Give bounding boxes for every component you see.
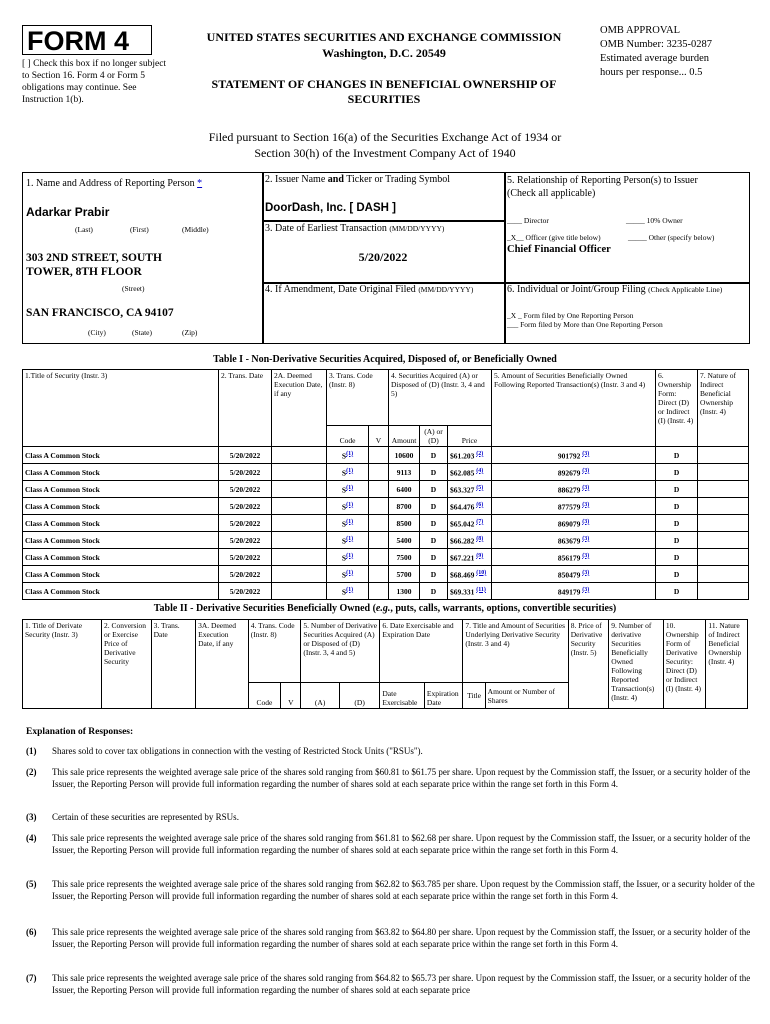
burden-line-2: hours per response... 0.5 [600,67,703,78]
row-date: 5/20/2022 [219,549,272,566]
t2-sub-date-exercisable: Date Exercisable [380,683,425,709]
row-amount: 6400 [389,481,420,498]
t2-h-date: 3. Trans. Date [151,620,196,709]
row-price: $62.085 $^{(4)}$ [448,464,492,481]
row-owned: 886279 $^{(3)}$ [492,481,656,498]
table-2 [22,619,748,709]
row-title: Class A Common Stock [23,498,219,515]
row-code: $S^{(1)}$ [327,464,369,481]
row-code: $S^{(1)}$ [327,532,369,549]
earliest-transaction-date: 5/20/2022 [358,250,408,264]
row-deemed [272,498,327,515]
row-price: $65.042 $^{(7)}$ [448,515,492,532]
footnote-link[interactable]: (6) [476,501,484,508]
director-checkbox[interactable]: ____ Director [507,216,549,225]
row-form: D [656,583,698,600]
row-deemed [272,515,327,532]
ten-pct-owner-checkbox[interactable]: _____ 10% Owner [626,216,683,225]
row-deemed [272,566,327,583]
row-code: $S^{(1)}$ [327,515,369,532]
row-deemed [272,583,327,600]
row-date: 5/20/2022 [219,583,272,600]
row-title: Class A Common Stock [23,532,219,549]
row-date: 5/20/2022 [219,498,272,515]
box-5-label: 5. Relationship of Reporting Person(s) to Issuer (Check all applicable) [507,175,698,199]
t1-h-securities: 4. Securities Acquired (A) or Disposed of (D) (Instr. 3, 4 and 5) [389,370,492,426]
explanation-text: This sale price represents the weighted average sale price of the shares sold ranging from $63.82 to $64.80 per share. Upon request by the Commission staff, the Issuer, or a security holder of the Issuer, the Reporting Person will provide full information regarding the number of shares sold at each separate price within the range set forth in this Form 4. [52,927,751,949]
footnote-link[interactable]: (1) [346,586,354,593]
row-owned: 850479 $^{(3)}$ [492,566,656,583]
statement-title: STATEMENT OF CHANGES IN BENEFICIAL OWNERSHIP OF SECURITIES [211,77,557,106]
t1-h-nature: 7. Nature of Indirect Beneficial Ownership (Instr. 4) [698,370,749,447]
row-title: Class A Common Stock [23,549,219,566]
row-code: $S^{(1)}$ [327,549,369,566]
row-date: 5/20/2022 [219,532,272,549]
row-price: $67.221 $^{(9)}$ [448,549,492,566]
row-form: D [656,515,698,532]
explanation-text: This sale price represents the weighted average sale price of the shares sold ranging from $61.81 to $62.68 per share. Upon request by the Commission staff, the Issuer, or a security holder of the Issuer, the Reporting Person will provide full information regarding the number of shares sold at each separate price within the range set forth in this Form 4. [52,833,751,855]
footnote-link[interactable]: (7) [476,518,484,525]
footnote-link[interactable]: (3) [582,450,590,457]
row-aord: D [420,549,448,566]
row-code: $S^{(1)}$ [327,498,369,515]
row-aord: D [420,532,448,549]
row-aord: D [420,498,448,515]
row-amount: 10600 [389,447,420,464]
row-amount: 7500 [389,549,420,566]
t2-sub-d: (D) [339,683,380,709]
filing-one-person[interactable]: _X _ Form filed by One Reporting Person [507,311,634,320]
row-nature [698,515,749,532]
row-v [369,481,389,498]
footnote-link[interactable]: (8) [476,535,484,542]
street-address: 303 2ND STREET, SOUTH TOWER, 8TH FLOOR [26,252,162,278]
row-aord: D [420,515,448,532]
row-title: Class A Common Stock [23,464,219,481]
row-owned: 849179 $^{(3)}$ [492,583,656,600]
footnote-link[interactable]: (3) [582,518,590,525]
row-code: $S^{(1)}$ [327,447,369,464]
t2-sub-a: (A) [301,683,339,709]
city-label: (City) [88,328,106,337]
row-v [369,515,389,532]
street-label: (Street) [122,284,145,293]
footnote-link[interactable]: (3) [582,467,590,474]
row-amount: 8500 [389,515,420,532]
row-form: D [656,498,698,515]
box-2-label: 2. Issuer Name and Ticker or Trading Symbol [265,174,451,185]
row-owned: 869079 $^{(3)}$ [492,515,656,532]
row-v [369,464,389,481]
box-3-label: 3. Date of Earliest Transaction (MM/DD/YYYY) [265,223,445,234]
footnote-link[interactable]: (1) [346,535,354,542]
explanation-number: (4) [26,833,37,843]
footnote-link[interactable]: (1) [346,484,354,491]
row-amount: 8700 [389,498,420,515]
t2-h-owned: 9. Number of derivative Securities Beneficially Owned Following Reported Transaction(s) (Instr. 4) [609,620,664,709]
reporting-person-name: Adarkar Prabir [26,205,110,219]
t1-sub-aord: (A) or (D) [420,426,448,447]
row-v [369,532,389,549]
t2-h-underlying: 7. Title and Amount of Securities Underlying Derivative Security (Instr. 3 and 4) [463,620,568,683]
row-nature [698,566,749,583]
row-date: 5/20/2022 [219,447,272,464]
middle-label: (Middle) [182,225,209,234]
footnote-link[interactable]: (4) [476,467,484,474]
footnote-link[interactable]: (5) [476,484,484,491]
row-deemed [272,532,327,549]
t1-h-form: 6. Ownership Form: Direct (D) or Indirect (I) (Instr. 4) [656,370,698,447]
form-title: FORM 4 [22,25,152,55]
t1-h-date: 2. Trans. Date [219,370,272,447]
row-deemed [272,481,327,498]
row-owned: 901792 $^{(3)}$ [492,447,656,464]
explanation-text: This sale price represents the weighted average sale price of the shares sold ranging from $62.82 to $63.785 per share. Upon request by the Commission staff, the Issuer, or a security holder of the Issuer, the Reporting Person will provide full information regarding the number of shares sold at each separate price within the range set forth in this Form 4. [52,879,755,901]
t1-h-deemed: 2A. Deemed Execution Date, if any [272,370,327,447]
row-owned: 892679 $^{(3)}$ [492,464,656,481]
explanation-text: Certain of these securities are represented by RSUs. [52,812,239,822]
row-title: Class A Common Stock [23,583,219,600]
table-row [23,549,749,566]
explanation-text: This sale price represents the weighted average sale price of the shares sold ranging from $60.81 to $61.75 per share. Upon request by the Commission staff, the Issuer, or a security holder of the Issuer, the Reporting Person will provide full information regarding the number of shares sold at each separate price within the range set forth in this Form 4. [52,767,751,789]
table-row [23,464,749,481]
row-code: $S^{(1)}$ [327,566,369,583]
footnote-link[interactable]: (1) [346,552,354,559]
table-row [23,447,749,464]
omb-box [600,24,760,80]
row-aord: D [420,566,448,583]
explanation-heading: Explanation of Responses: [26,727,134,737]
state-label: (State) [132,328,152,337]
checkbox-note: [ ] Check this box if no longer subject to Section 16. Form 4 or Form 5 obligations may continue. See Instruction 1(b). [22,59,167,105]
row-deemed [272,464,327,481]
t2-sub-v: V [281,683,301,709]
footnote-link[interactable]: (3) [582,535,590,542]
row-form: D [656,566,698,583]
row-title: Class A Common Stock [23,515,219,532]
t2-h-code: 4. Trans. Code (Instr. 8) [248,620,301,683]
city-state-zip: SAN FRANCISCO, CA 94107 [26,307,174,319]
t2-h-number: 5. Number of Derivative Securities Acquired (A) or Disposed of (D) (Instr. 3, 4 and 5) [301,620,380,683]
row-price: $66.282 $^{(8)}$ [448,532,492,549]
row-aord: D [420,464,448,481]
row-form: D [656,481,698,498]
explanation-number: (5) [26,879,37,889]
row-amount: 9113 [389,464,420,481]
explanation-number: (3) [26,812,37,822]
t2-h-title: 1. Title of Derivate Security (Instr. 3) [23,620,102,709]
issuer-name: DoorDash, Inc. [ DASH ] [265,202,396,214]
row-price: $68.469 $^{(10)}$ [448,566,492,583]
row-v [369,498,389,515]
row-date: 5/20/2022 [219,566,272,583]
explanation-number: (7) [26,973,37,983]
row-owned: 856179 $^{(3)}$ [492,549,656,566]
table-row [23,566,749,583]
row-code: $S^{(1)}$ [327,481,369,498]
row-owned: 863679 $^{(3)}$ [492,532,656,549]
t2-sub-title: Title [463,683,485,709]
row-nature [698,481,749,498]
t2-h-exercisable: 6. Date Exercisable and Expiration Date [380,620,463,683]
t2-h-deemed: 3A. Deemed Execution Date, if any [196,620,249,709]
row-form: D [656,532,698,549]
box-6-label: 6. Individual or Joint/Group Filing (Check Applicable Line) [507,284,723,295]
t1-h-owned: 5. Amount of Securities Beneficially Owned Following Reported Transaction(s) (Instr. 3 and 4) [492,370,656,447]
row-form: D [656,464,698,481]
row-nature [698,532,749,549]
row-deemed [272,447,327,464]
row-price: $64.476 $^{(6)}$ [448,498,492,515]
table-row [23,532,749,549]
row-v [369,447,389,464]
row-date: 5/20/2022 [219,515,272,532]
t2-h-nature: 11. Nature of Indirect Beneficial Ownership (Instr. 4) [706,620,748,709]
footnote-link[interactable]: (3) [582,501,590,508]
agency-name: UNITED STATES SECURITIES AND EXCHANGE COMMISSION [206,30,562,44]
t1-sub-v: V [369,426,389,447]
explanation-text: This sale price represents the weighted average sale price of the shares sold ranging from $64.82 to $65.73 per share. Upon request by the Commission staff, the Issuer, or a security holder of the Issuer, the Reporting Person will provide full information regarding the number of shares sold at each separate price [52,973,751,995]
box-1-star[interactable]: * [197,178,203,189]
footnote-link[interactable]: (1) [346,450,354,457]
filed-pursuant [100,129,670,161]
footnote-link[interactable]: (3) [582,569,590,576]
footnote-link[interactable]: (3) [582,484,590,491]
row-amount: 1300 [389,583,420,600]
table-row [23,498,749,515]
explanation-number: (6) [26,927,37,937]
t1-h-code: 3. Trans. Code (Instr. 8) [327,370,389,426]
row-price: $63.327 $^{(5)}$ [448,481,492,498]
row-title: Class A Common Stock [23,447,219,464]
row-price: $61.203 $^{(2)}$ [448,447,492,464]
row-amount: 5400 [389,532,420,549]
footnote-link[interactable]: (9) [476,552,484,559]
row-aord: D [420,481,448,498]
row-v [369,566,389,583]
t1-sub-amount: Amount [389,426,420,447]
burden-line-1: Estimated average burden [600,53,710,64]
row-nature [698,583,749,600]
row-form: D [656,447,698,464]
row-aord: D [420,583,448,600]
t2-h-form: 10. Ownership Form of Derivative Security: Direct (D) or Indirect (I) (Instr. 4) [663,620,706,709]
footnote-link[interactable]: (10) [476,569,487,576]
footnote-link[interactable]: (2) [476,450,484,457]
omb-number: OMB Number: 3235-0287 [600,39,712,50]
last-label: (Last) [75,225,93,234]
zip-label: (Zip) [182,328,198,337]
row-owned: 877579 $^{(3)}$ [492,498,656,515]
row-nature [698,464,749,481]
t1-sub-code: Code [327,426,369,447]
row-aord: D [420,447,448,464]
box-1-label: 1. Name and Address of Reporting Person * [26,178,203,189]
omb-approval: OMB APPROVAL [600,25,681,36]
other-checkbox[interactable]: _____ Other (specify below) [628,233,715,242]
table-row [23,583,749,600]
row-deemed [272,549,327,566]
row-title: Class A Common Stock [23,481,219,498]
footnote-link[interactable]: (1) [346,467,354,474]
table-1 [22,369,749,600]
footnote-link[interactable]: (1) [346,569,354,576]
t2-sub-amount: Amount or Number of Shares [485,683,568,709]
row-nature [698,447,749,464]
row-nature [698,498,749,515]
officer-title: Chief Financial Officer [507,244,611,255]
row-date: 5/20/2022 [219,481,272,498]
row-date: 5/20/2022 [219,464,272,481]
t2-h-conversion: 2. Conversion or Exercise Price of Derivative Security [101,620,151,709]
footnote-link[interactable]: (3) [582,586,590,593]
row-price: $69.331 $^{(11)}$ [448,583,492,600]
footnote-link[interactable]: (1) [346,518,354,525]
footnote-link[interactable]: (1) [346,501,354,508]
row-code: $S^{(1)}$ [327,583,369,600]
t1-h-title: 1.Title of Security (Instr. 3) [23,370,219,447]
row-v [369,549,389,566]
t1-sub-price: Price [448,426,492,447]
officer-checkbox[interactable]: _X__ Officer (give title below) [507,233,601,242]
filed-line-2: Section 30(h) of the Investment Company Act of 1940 [254,146,516,160]
footnote-link[interactable]: (11) [476,586,486,593]
row-v [369,583,389,600]
row-form: D [656,549,698,566]
filing-multiple-persons[interactable]: ___ Form filed by More than One Reporting Person [507,320,663,329]
table-row [23,481,749,498]
first-label: (First) [130,225,149,234]
row-amount: 5700 [389,566,420,583]
filed-line-1: Filed pursuant to Section 16(a) of the Securities Exchange Act of 1934 or [208,130,562,144]
explanation-number: (2) [26,767,37,777]
table-row [23,515,749,532]
table-1-title: Table I - Non-Derivative Securities Acquired, Disposed of, or Beneficially Owned [213,354,557,365]
row-title: Class A Common Stock [23,566,219,583]
t2-sub-code: Code [248,683,280,709]
table-2-title: Table II - Derivative Securities Beneficially Owned (e.g., puts, calls, warrants, options, convertible securities) [153,603,617,614]
t2-sub-expiration: Expiration Date [424,683,462,709]
footnote-link[interactable]: (3) [582,552,590,559]
row-nature [698,549,749,566]
box-4-label: 4. If Amendment, Date Original Filed (MM/DD/YYYY) [265,284,474,295]
explanation-number: (1) [26,746,37,756]
t2-h-price: 8. Price of Derivative Security (Instr. 5) [568,620,609,709]
explanation-text: Shares sold to cover tax obligations in connection with the vesting of Restricted Stock Units ("RSUs"). [52,746,423,756]
agency-city: Washington, D.C. 20549 [322,46,446,60]
